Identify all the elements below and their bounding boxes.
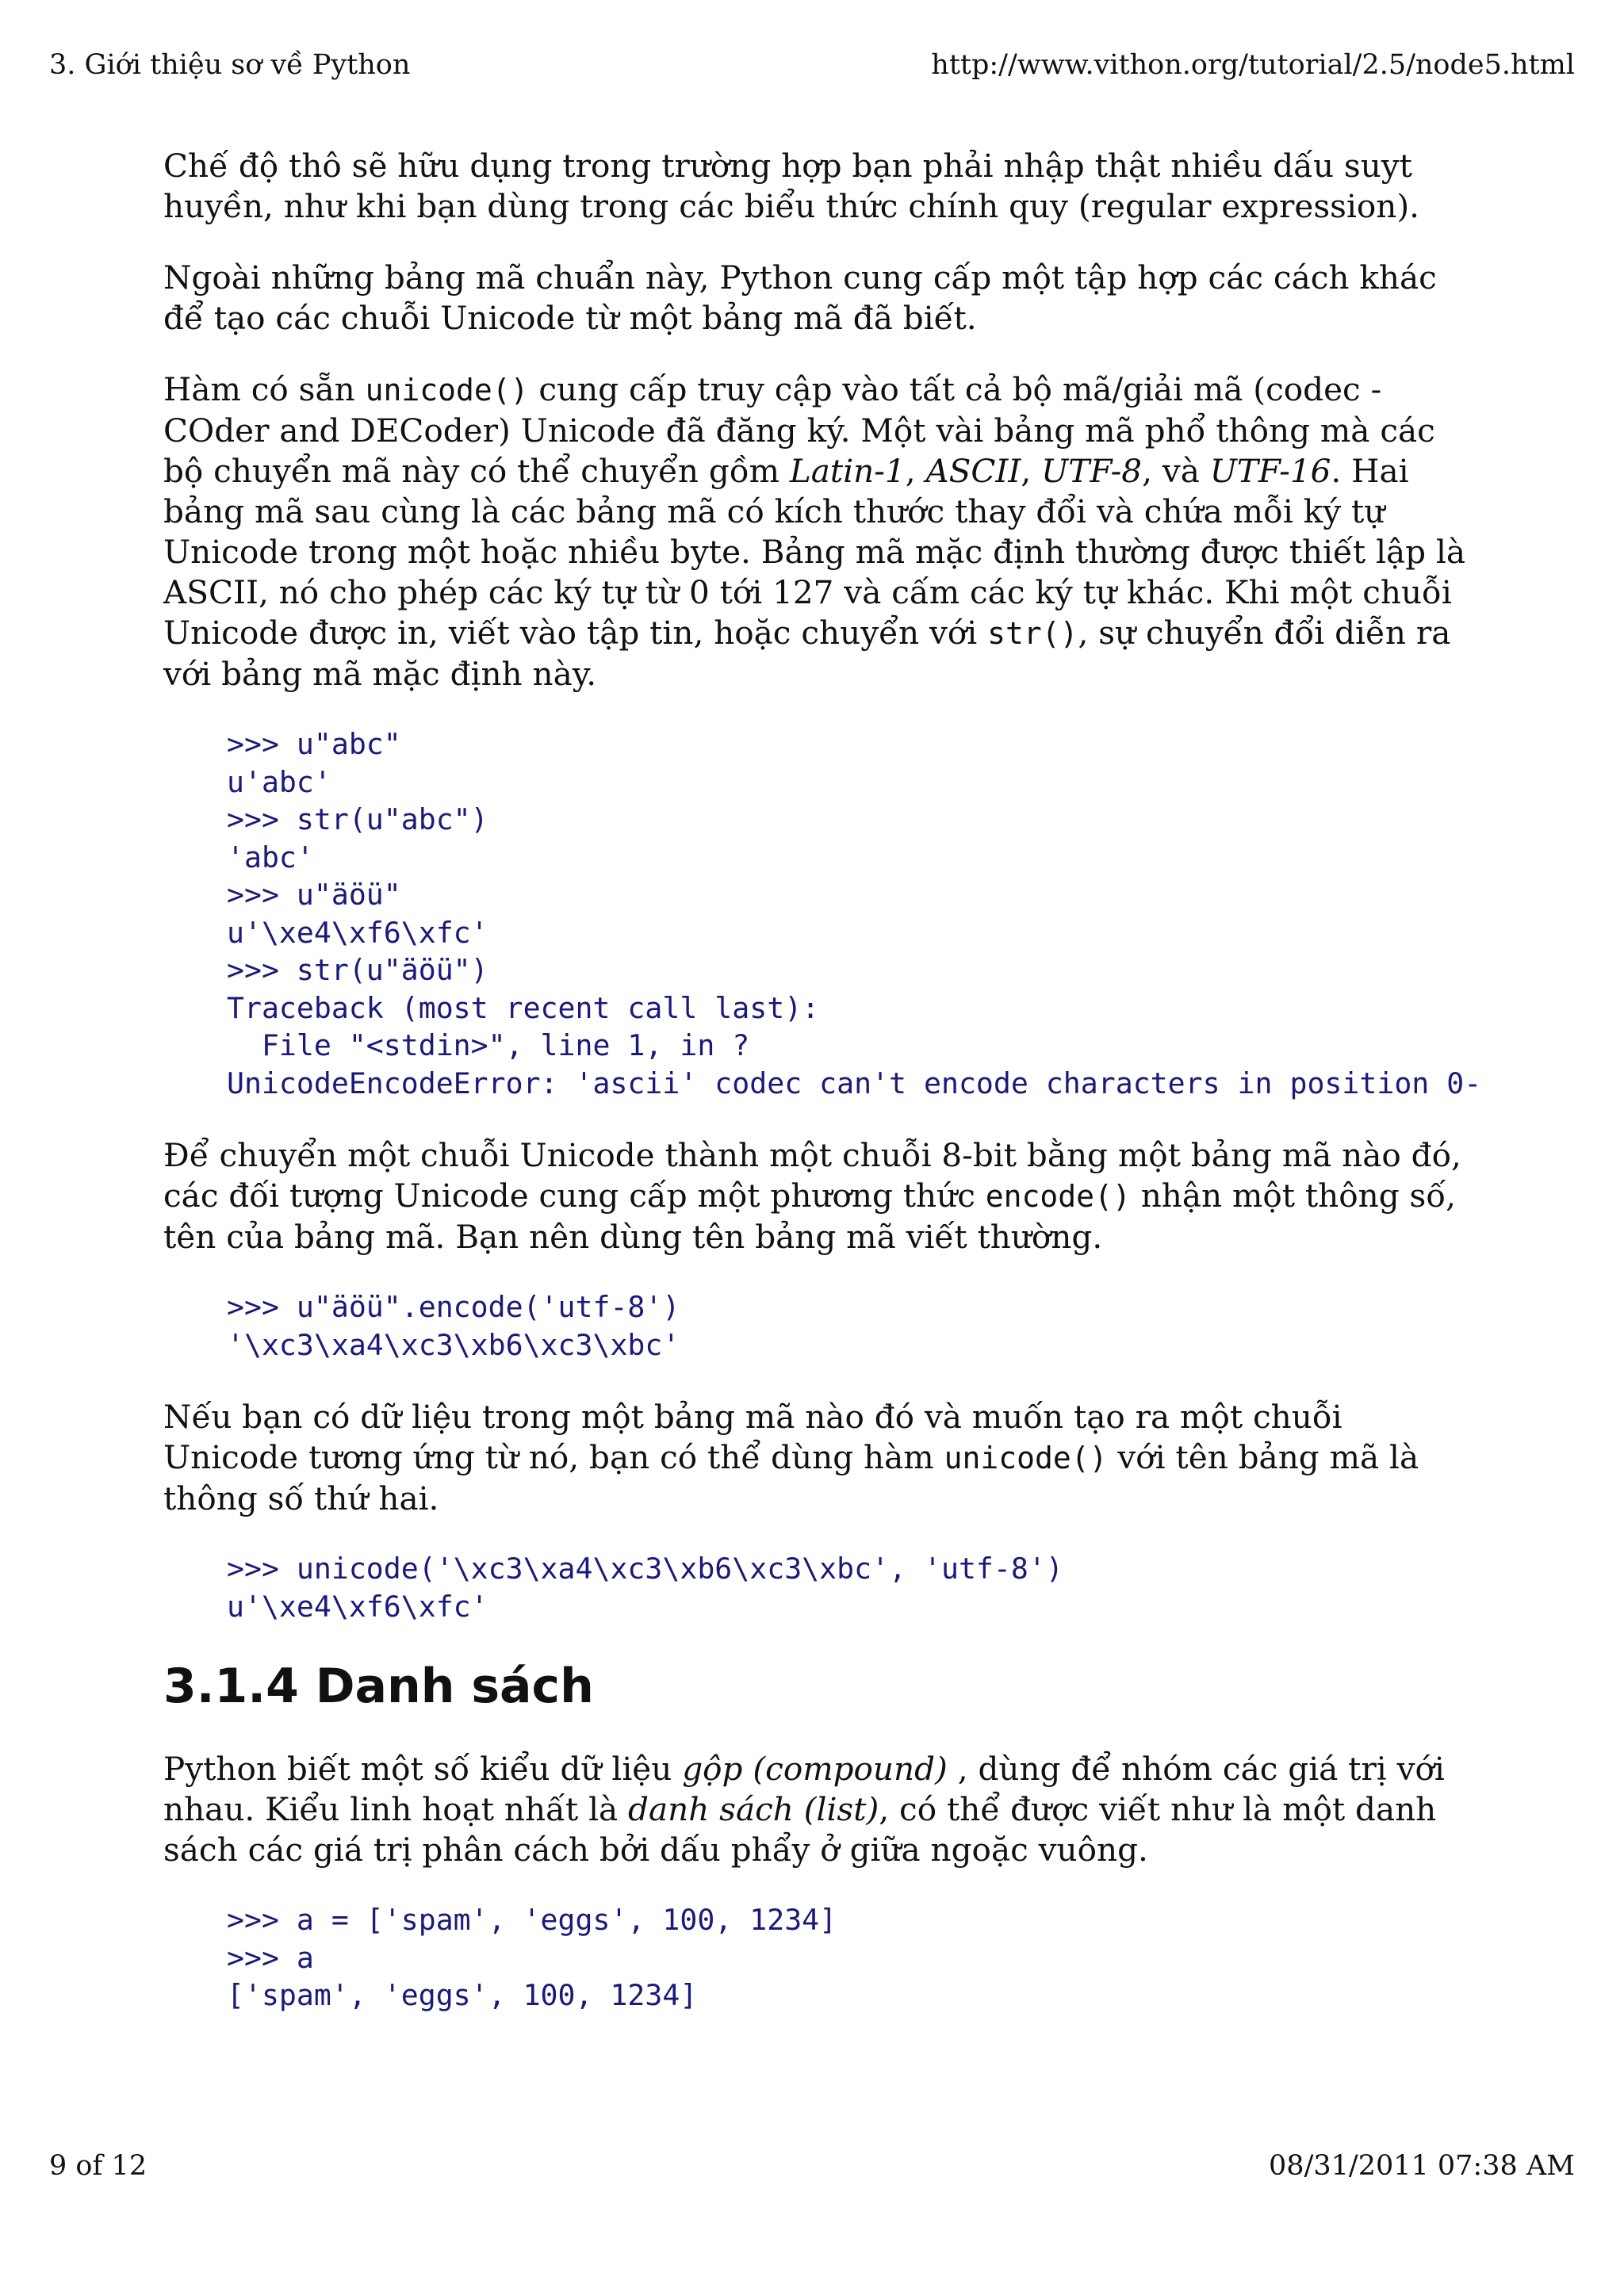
emphasis-utf8: UTF-8 (1041, 452, 1143, 490)
paragraph-other-encodings: Ngoài những bảng mã chuẩn này, Python cung cấp một tập hợp các cách khác để tạo các chuỗi Unicode từ một bảng mã đã biết. (163, 258, 1437, 337)
code-block-encode: >>> u"äöü".encode('utf-8') '\xc3\xa4\xc3\xb6\xc3\xbc' (227, 1290, 680, 1362)
inline-code-unicode: unicode() (944, 1441, 1108, 1475)
page-number: 9 of 12 (49, 2150, 147, 2182)
code-block-list: >>> a = ['spam', 'eggs', 100, 1234] >>> a ['spam', 'eggs', 100, 1234] (227, 1903, 837, 2012)
paragraph-lists-intro (163, 1749, 1496, 1870)
code-block-decode: >>> unicode('\xc3\xa4\xc3\xb6\xc3\xbc', 'utf-8') u'\xe4\xf6\xfc' (227, 1552, 1063, 1624)
inline-code-unicode: unicode() (365, 373, 529, 408)
inline-code-encode: encode() (985, 1179, 1131, 1214)
emphasis-list: danh sách (list) (628, 1790, 879, 1828)
paragraph-unicode-builtin (163, 369, 1496, 695)
document-body (163, 146, 1496, 2048)
paragraph-raw-mode: Chế độ thô sẽ hữu dụng trong trường hợp bạn phải nhập thật nhiều dấu suyt huyền, như khi bạn dùng trong các biểu thức chính quy (regular expression). (163, 147, 1420, 225)
paragraph-encode-method (163, 1135, 1496, 1257)
text-segment: Hàm có sẵn (163, 370, 366, 408)
inline-code-str: str() (987, 616, 1078, 651)
page-header-title: 3. Giới thiệu sơ về Python (49, 49, 411, 81)
emphasis-compound: gộp (compound) (682, 1750, 948, 1788)
emphasis-utf16: UTF-16 (1209, 452, 1331, 490)
text-segment: , (1021, 452, 1042, 490)
text-segment: với tên bảng mã là thông số thứ hai. (163, 1438, 1419, 1517)
page-header-url: http://www.vithon.org/tutorial/2.5/node5.html (931, 49, 1575, 81)
text-segment: , dùng để nhóm các giá trị với nhau. Kiểu linh hoạt nhất là (163, 1750, 1445, 1828)
print-timestamp: 08/31/2011 07:38 AM (1269, 2150, 1575, 2182)
emphasis-ascii: ASCII (925, 452, 1021, 490)
text-segment: Nếu bạn có dữ liệu trong một bảng mã nào đó và muốn tạo ra một chuỗi Unicode tương ứng từ nó, bạn có thể dùng hàm (163, 1398, 1342, 1476)
text-segment: nhận một thông số, tên của bảng mã. Bạn nên dùng tên bảng mã viết thường. (163, 1177, 1456, 1256)
text-segment: Để chuyển một chuỗi Unicode thành một chuỗi 8-bit bằng một bảng mã nào đó, các đối tượng Unicode cung cấp một phương thức (163, 1136, 1461, 1215)
text-segment: cung cấp truy cập vào tất cả bộ mã/giải mã (codec - COder and DECoder) Unicode đã đăng ký. Một vài bảng mã phổ thông mà các bộ chuyển mã này có thể chuyển gồm (163, 370, 1435, 490)
paragraph-unicode-decode (163, 1397, 1496, 1519)
emphasis-latin1: Latin-1 (789, 452, 906, 490)
code-block-str-unicode: >>> u"abc" u'abc' >>> str(u"abc") 'abc' >>> u"äöü" u'\xe4\xf6\xfc' >>> str(u"äöü") Traceback (most recent call last): File "<stdin>", line 1, in ? UnicodeEncodeError: 'ascii' codec can't encode characters in position 0- (227, 727, 1482, 1100)
text-segment: , và (1142, 452, 1210, 490)
section-heading-lists: 3.1.4 Danh sách (163, 1659, 594, 1714)
text-segment: , (905, 452, 926, 490)
text-segment: Python biết một số kiểu dữ liệu (163, 1750, 683, 1788)
text-segment: . Hai bảng mã sau cùng là các bảng mã có kích thước thay đổi và chứa mỗi ký tự Unicode trong một hoặc nhiều byte. Bảng mã mặc định thường được thiết lập là ASCII, nó cho phép các ký tự từ 0 tới 127 và cấm các ký tự khác. Khi một chuỗi Unicode được in, viết vào tập tin, hoặc chuyển với (163, 452, 1466, 652)
text-segment: , sự chuyển đổi diễn ra với bảng mã mặc định này. (163, 614, 1451, 693)
text-segment: , có thể được viết như là một danh sách các giá trị phân cách bởi dấu phẩy ở giữa ngoặc vuông. (163, 1790, 1437, 1869)
